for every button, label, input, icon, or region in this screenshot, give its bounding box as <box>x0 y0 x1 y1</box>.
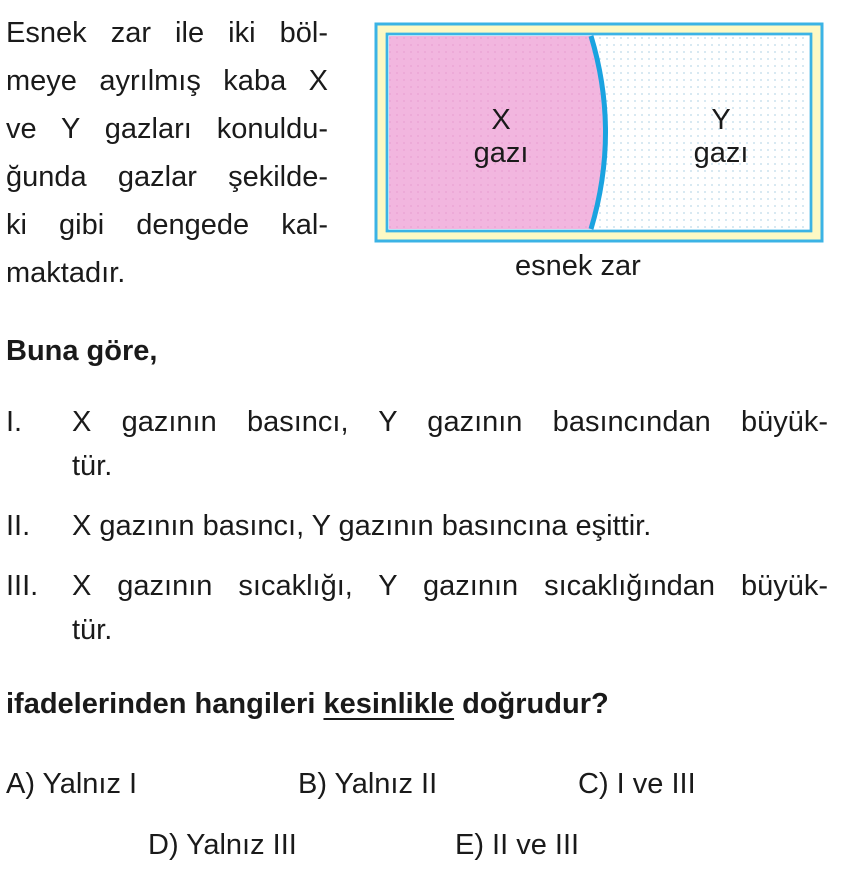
intro-line-1: Esnek zar ile iki böl- <box>6 17 328 49</box>
statement-text: X gazının basıncı, Y gazının basıncından büyük- <box>72 406 828 438</box>
choice-d[interactable]: D) Yalnız III <box>148 829 297 861</box>
gas-container-diagram <box>374 22 824 248</box>
question-part-2: doğrudur? <box>454 688 609 720</box>
statement-number: III. <box>6 570 39 602</box>
statement-text: X gazının basıncı, Y gazının basıncına eşittir. <box>72 510 652 542</box>
intro-line-5: ki gibi dengede kal- <box>6 209 328 241</box>
intro-line-3: ve Y gazları konuldu- <box>6 113 328 145</box>
choice-e[interactable]: E) II ve III <box>455 829 580 861</box>
statement-number: I. <box>6 406 23 438</box>
statement-continuation: tür. <box>72 450 113 482</box>
intro-line-4: ğunda gazlar şekilde- <box>6 161 328 193</box>
question-part-1: ifadelerinden hangileri <box>6 688 324 720</box>
x-gas-label <box>456 104 546 170</box>
choice-b[interactable]: B) Yalnız II <box>298 768 438 800</box>
intro-line-2: meye ayrılmış kaba X <box>6 65 328 97</box>
statement-text: X gazının sıcaklığı, Y gazının sıcaklığından büyük- <box>72 570 828 602</box>
choice-a[interactable]: A) Yalnız I <box>6 768 138 800</box>
question-emphasis: kesinlikle <box>323 688 455 720</box>
x-gas-letter: X <box>491 104 511 136</box>
membrane-label: esnek zar <box>515 250 641 282</box>
statement-number: II. <box>6 510 31 542</box>
x-gas-word: gazı <box>473 137 529 169</box>
y-gas-label <box>676 104 766 170</box>
question-text <box>6 686 609 722</box>
lead-text: Buna göre, <box>6 335 158 367</box>
statement-continuation: tür. <box>72 614 113 646</box>
intro-line-6: maktadır. <box>6 257 126 289</box>
y-gas-word: gazı <box>693 137 749 169</box>
choice-c[interactable]: C) I ve III <box>578 768 696 800</box>
y-gas-letter: Y <box>711 104 731 136</box>
